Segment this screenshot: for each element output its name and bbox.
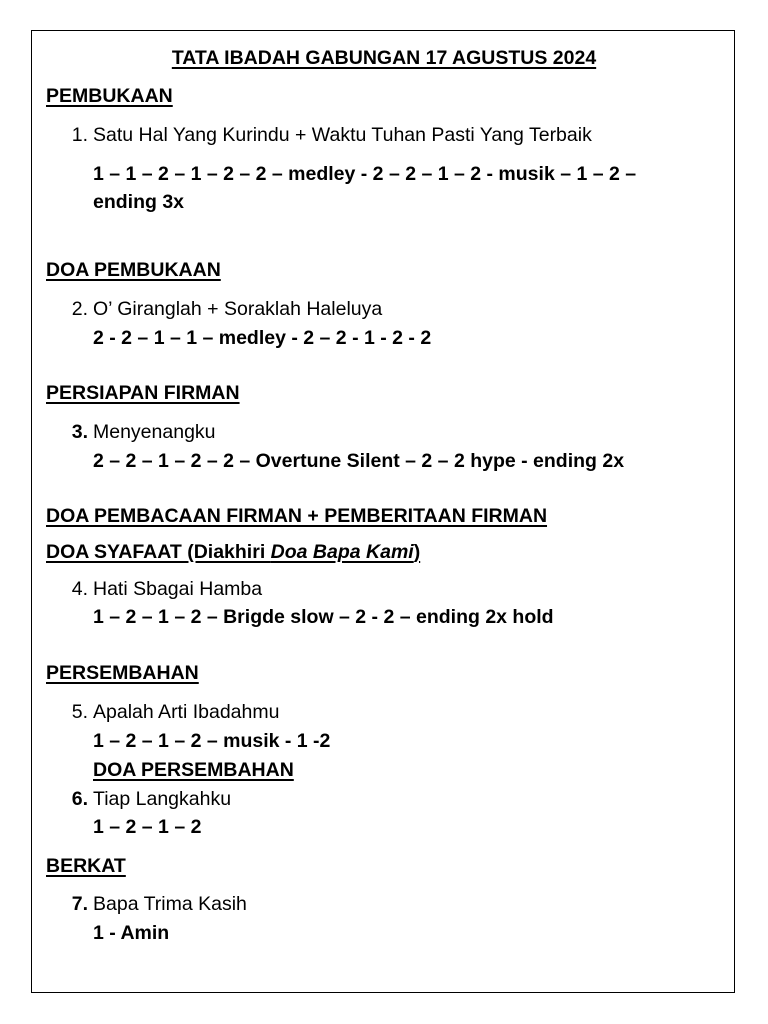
document-title: TATA IBADAH GABUNGAN 17 AGUSTUS 2024 (171, 47, 597, 69)
doa-bapa-kami-label: Doa Bapa Kami (270, 541, 414, 563)
song-number: 6. (71, 788, 88, 810)
doa-persembahan-label: DOA PERSEMBAHAN (93, 759, 294, 781)
song-sequence: 1 – 2 – 1 – 2 – musik - 1 -2 (93, 730, 331, 752)
section-berkat: BERKAT (46, 855, 126, 877)
section-persembahan: PERSEMBAHAN (46, 662, 199, 684)
section-doa-pembacaan-firman: DOA PEMBACAAN FIRMAN + PEMBERITAAN FIRMAN (46, 505, 548, 527)
section-persiapan-firman: PERSIAPAN FIRMAN (46, 382, 240, 404)
song-sequence: 2 – 2 – 1 – 2 – 2 – Overtune Silent – 2 – 2 hype - ending 2x (93, 450, 625, 472)
section-doa-pembukaan: DOA PEMBUKAAN (46, 259, 221, 281)
section-pembukaan: PEMBUKAAN (46, 85, 173, 107)
song-sequence: 1 – 2 – 1 – 2 – Brigde slow – 2 - 2 – ending 2x hold (93, 606, 554, 628)
doa-syafaat-label: DOA SYAFAAT (Diakhiri (46, 541, 271, 563)
song-title: Tiap Langkahku (93, 788, 232, 810)
doa-syafaat-close: ) (413, 541, 421, 563)
song-title: O’ Giranglah + Soraklah Haleluya (93, 298, 383, 320)
song-number: 4. (71, 578, 88, 600)
song-number: 5. (71, 701, 88, 723)
song-title: Menyenangku (93, 421, 216, 443)
section-doa-syafaat (46, 540, 420, 564)
song-number: 3. (71, 421, 88, 443)
song-sequence: 1 - Amin (93, 922, 170, 944)
song-number: 2. (71, 298, 88, 320)
song-sequence-continued: ending 3x (93, 191, 185, 213)
song-title: Apalah Arti Ibadahmu (93, 701, 280, 723)
song-sequence: 1 – 1 – 2 – 1 – 2 – 2 – medley - 2 – 2 – 1 – 2 - musik – 1 – 2 – (93, 163, 637, 185)
song-title: Hati Sbagai Hamba (93, 578, 263, 600)
song-title: Satu Hal Yang Kurindu + Waktu Tuhan Pasti Yang Terbaik (93, 124, 592, 146)
song-sequence: 2 - 2 – 1 – 1 – medley - 2 – 2 - 1 - 2 - 2 (93, 327, 432, 349)
song-title: Bapa Trima Kasih (93, 893, 247, 915)
song-number: 7. (71, 893, 88, 915)
song-number: 1. (71, 124, 88, 146)
song-sequence: 1 – 2 – 1 – 2 (93, 816, 202, 838)
